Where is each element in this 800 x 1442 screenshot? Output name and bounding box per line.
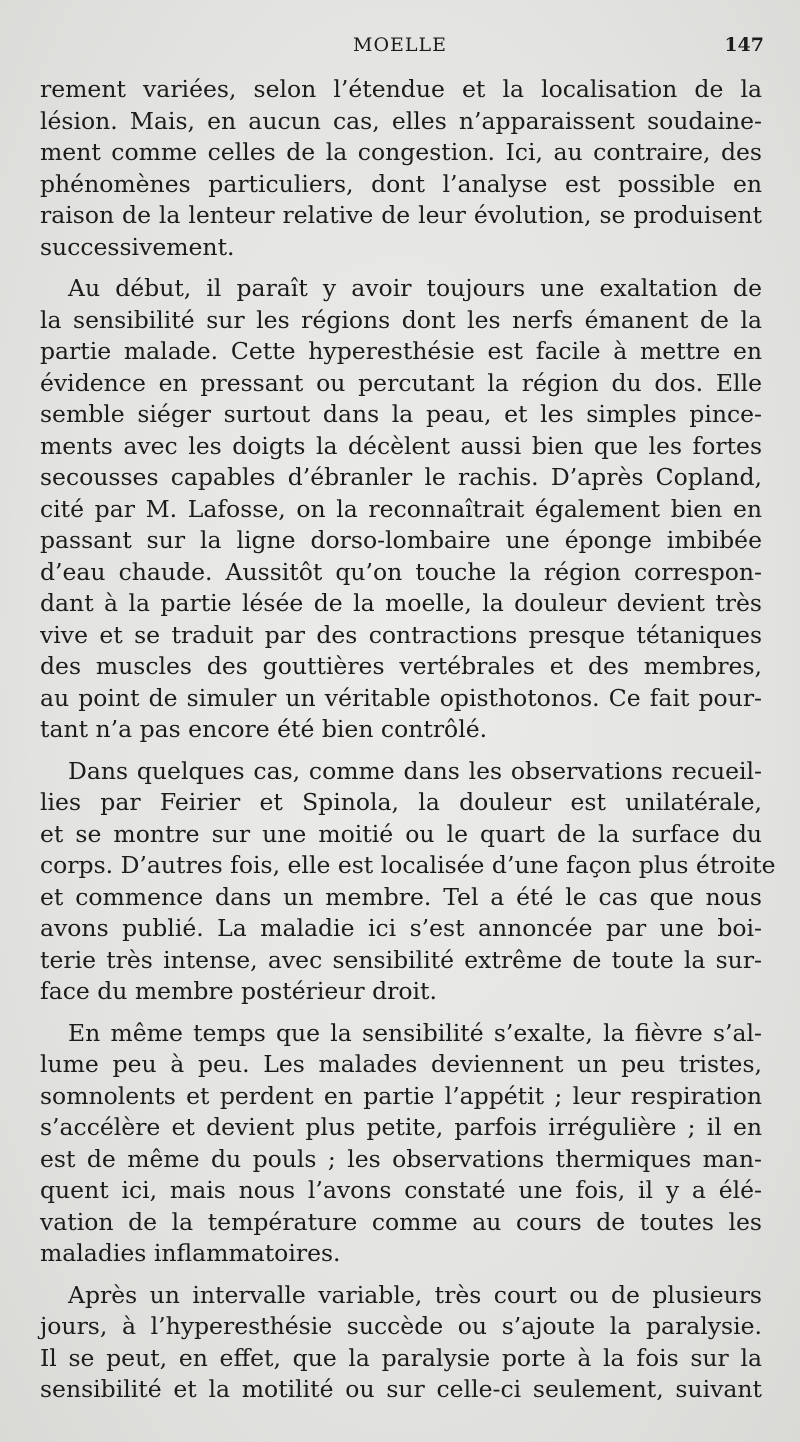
text-line: passant sur la ligne dorso-lombaire une éponge imbibée: [40, 526, 762, 554]
text-line: rement variées, selon l’étendue et la localisation de la: [40, 75, 762, 103]
text-line: somnolents et perdent en partie l’appétit ; leur respiration: [40, 1081, 762, 1110]
text-line: et se montre sur une moitié ou le quart de la surface du: [40, 819, 762, 848]
text-line: avons publié. La maladie ici s’est annoncée par une boi-: [40, 914, 762, 942]
paragraph-4: [40, 1018, 762, 1270]
page-number: 147: [724, 34, 764, 56]
text-line: d’eau chaude. Aussitôt qu’on touche la région correspon-: [40, 557, 762, 586]
text-line: corps. D’autres fois, elle est localisée d’une façon plus étroite: [40, 851, 776, 879]
text-line: la sensibilité sur les régions dont les nerfs émanent de la: [40, 305, 762, 334]
text-line: semble siéger surtout dans la peau, et les simples pince-: [40, 400, 762, 428]
text-line: vation de la température comme au cours de toutes les: [40, 1207, 762, 1236]
text-line: au point de simuler un véritable opisthotonos. Ce fait pour-: [40, 683, 762, 712]
text-line: En même temps que la sensibilité s’exalte, la fièvre s’al-: [68, 1018, 762, 1047]
text-line: tant n’a pas encore été bien contrôlé.: [40, 715, 488, 743]
text-line: est de même du pouls ; les observations thermiques man-: [40, 1144, 762, 1173]
text-line: raison de la lenteur relative de leur évolution, se produisent: [40, 201, 762, 229]
text-line: vive et se traduit par des contractions presque tétaniques: [40, 620, 762, 649]
body-text: [40, 74, 776, 1406]
text-line: lies par Feirier et Spinola, la douleur est unilatérale,: [40, 788, 762, 816]
text-line: jours, à l’hyperesthésie succède ou s’ajoute la paralysie.: [40, 1312, 762, 1340]
text-line: des muscles des gouttières vertébrales et des membres,: [40, 652, 762, 680]
text-line: maladies inflammatoires.: [40, 1239, 341, 1267]
text-line: ment comme celles de la congestion. Ici, au contraire, des: [40, 138, 762, 166]
text-line: secousses capables d’ébranler le rachis. D’après Copland,: [40, 463, 762, 491]
text-line: quent ici, mais nous l’avons constaté une fois, il y a élé-: [40, 1176, 762, 1204]
text-line: successivement.: [40, 232, 235, 261]
text-line: Il se peut, en effet, que la paralysie porte à la fois sur la: [40, 1343, 762, 1372]
text-line: sensibilité et la motilité ou sur celle-ci seulement, suivant: [40, 1375, 762, 1403]
text-line: s’accélère et devient plus petite, parfois irrégulière ; il en: [40, 1113, 762, 1141]
paragraph-1: [40, 74, 762, 263]
text-line: Au début, il paraît y avoir toujours une exaltation de: [68, 274, 762, 302]
text-line: lésion. Mais, en aucun cas, elles n’apparaissent soudaine-: [40, 106, 762, 135]
text-line: face du membre postérieur droit.: [40, 977, 437, 1005]
paragraph-2: [40, 273, 762, 746]
text-line: dant à la partie lésée de la moelle, la douleur devient très: [40, 589, 762, 617]
running-title: MOELLE: [352, 34, 447, 56]
text-line: partie malade. Cette hyperesthésie est facile à mettre en: [40, 337, 762, 365]
text-line: ments avec les doigts la décèlent aussi bien que les fortes: [40, 431, 762, 460]
text-line: et commence dans un membre. Tel a été le cas que nous: [40, 882, 762, 911]
text-line: phénomènes particuliers, dont l’analyse est possible en: [40, 169, 762, 198]
paragraph-5: [40, 1280, 762, 1406]
paragraph-3: [40, 756, 776, 1008]
text-line: terie très intense, avec sensibilité extrême de toute la sur-: [40, 945, 762, 974]
text-line: Dans quelques cas, comme dans les observations recueil-: [68, 756, 762, 785]
text-line: évidence en pressant ou percutant la région du dos. Elle: [40, 368, 762, 397]
text-line: lume peu à peu. Les malades deviennent un peu tristes,: [40, 1050, 762, 1078]
text-line: Après un intervalle variable, très court ou de plusieurs: [68, 1280, 762, 1309]
text-line: cité par M. Lafosse, on la reconnaîtrait également bien en: [40, 494, 762, 523]
